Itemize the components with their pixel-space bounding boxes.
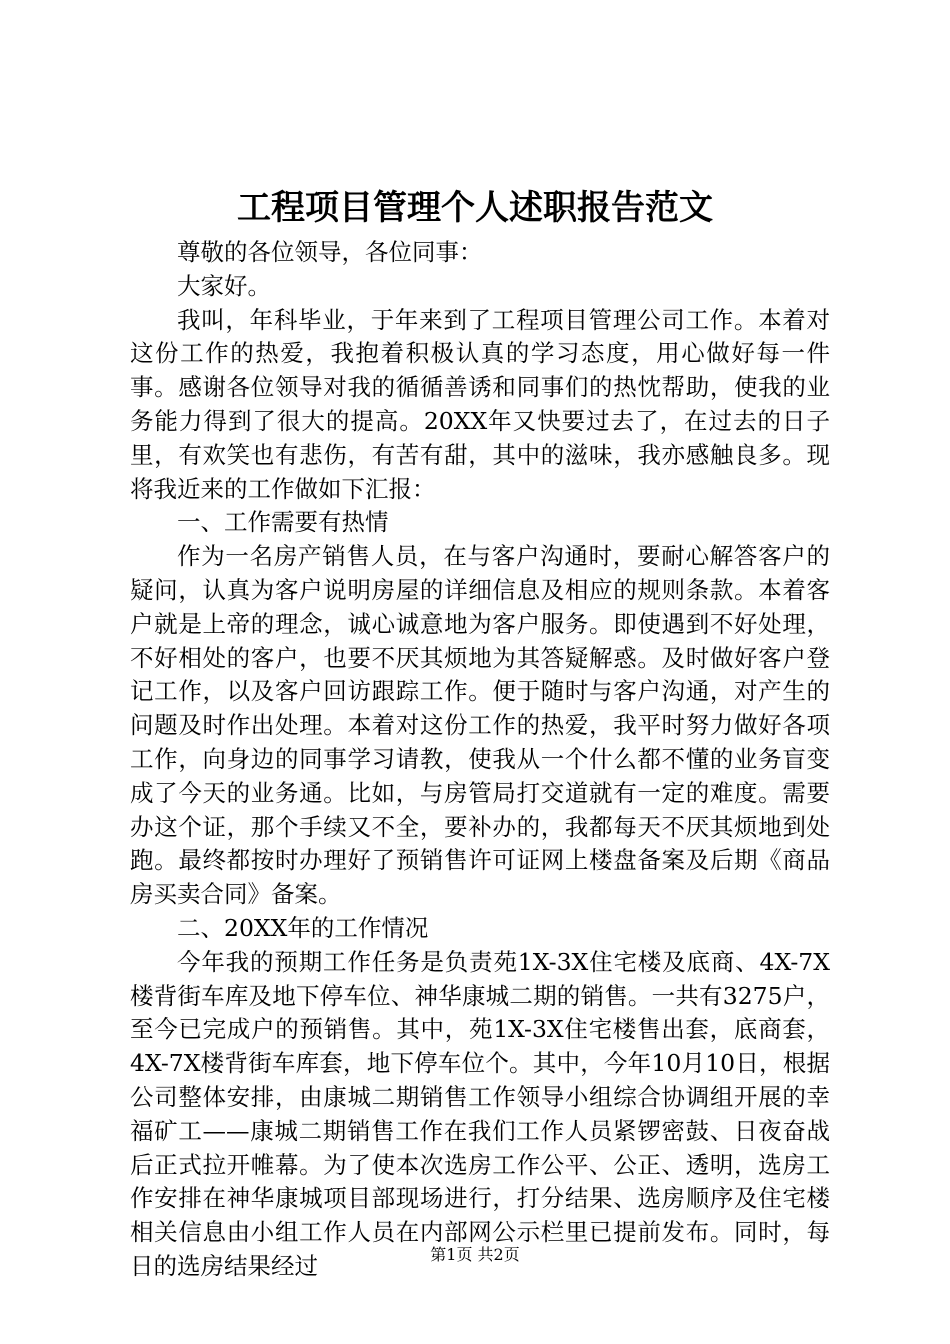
paragraph-section-1: 作为一名房产销售人员，在与客户沟通时，要耐心解答客户的疑问，认真为客户说明房屋的详细信息及相应的规则条款。本着客户就是上帝的理念，诚心诚意地为客户服务。即使遇到不好处理，不好相处的客户，也要不厌其烦地为其答疑解惑。及时做好客户登记工作，以及客户回访跟踪工作。便于随时与客户沟通，对产生的问题及时作出处理。本着对这份工作的热爱，我平时努力做好各项工作，向身边的同事学习请教，使我从一个什么都不懂的业务盲变成了今天的业务通。比如，与房管局打交道就有一定的难度。需要办这个证，那个手续又不全，要补办的，我都每天不厌其烦地到处跑。最终都按时办理好了预销售许可证网上楼盘备案及后期《商品房买卖合同》备案。 <box>130 542 830 909</box>
page-footer: 第1页 共2页 <box>430 1245 520 1264</box>
paragraph-greeting: 大家好。 <box>177 271 271 300</box>
paragraph-salutation: 尊敬的各位领导，各位同事： <box>177 238 483 266</box>
section-heading-2: 二、20XX年的工作情况 <box>177 913 429 942</box>
paragraph-introduction: 我叫，年科毕业，于年来到了工程项目管理公司工作。本着对这份工作的热爱，我抱着积极认真的学习态度，用心做好每一件事。感谢各位领导对我的循循善诱和同事们的热忱帮助，使我的业务能力得到了很大的提高。20XX年又快要过去了，在过去的日子里，有欢笑也有悲伤，有苦有甜，其中的滋味，我亦感触良多。现将我近来的工作做如下汇报： <box>130 305 830 503</box>
document-title: 工程项目管理个人述职报告范文 <box>237 188 713 228</box>
paragraph-section-2: 今年我的预期工作任务是负责苑1X-3X住宅楼及底商、4X-7X楼背街车库及地下停车位、神华康城二期的销售。一共有3275户，至今已完成户的预销售。其中，苑1X-3X住宅楼售出套，底商套，4X-7X楼背街车库套，地下停车位个。其中，今年10月10日，根据公司整体安排，由康城二期销售工作领导小组综合协调组开展的幸福矿工——康城二期销售工作在我们工作人员紧锣密鼓、日夜奋战后正式拉开帷幕。为了使本次选房工作公平、公正、透明，选房工作安排在神华康城项目部现场进行，打分结果、选房顺序及住宅楼相关信息由小组工作人员在内部网公示栏里已提前发布。同时，每日的选房结果经过 <box>130 947 830 1280</box>
document-body <box>130 236 830 1284</box>
section-heading-1: 一、工作需要有热情 <box>177 508 389 537</box>
